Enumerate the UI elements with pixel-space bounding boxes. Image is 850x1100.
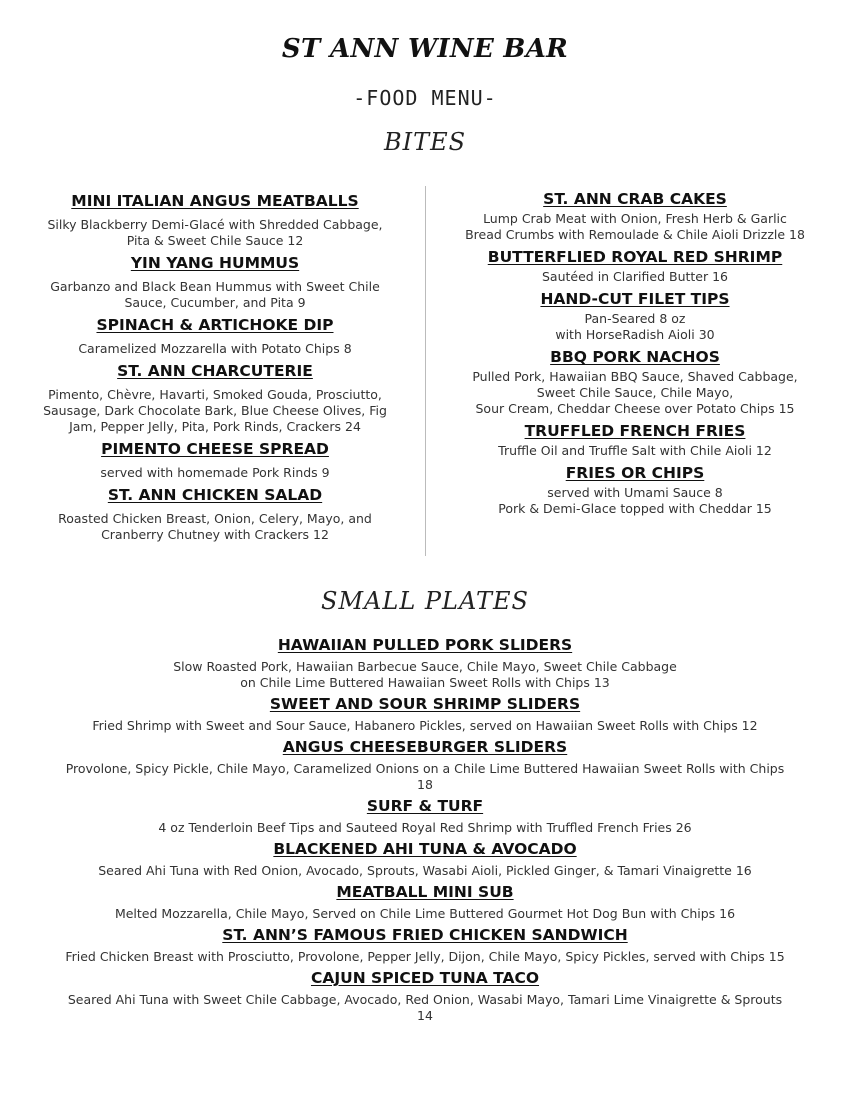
- menu-item: [25, 694, 825, 734]
- menu-item: [25, 361, 405, 435]
- item-description: Silky Blackberry Demi-Glacé with Shredded Cabbage, Pita & Sweet Chile Sauce 12: [47, 217, 383, 248]
- item-name: MEATBALL MINI SUB: [336, 883, 514, 901]
- item-description: served with Umami Sauce 8 Pork & Demi-Glace topped with Cheddar 15: [498, 485, 772, 516]
- section-title-bites: BITES: [383, 128, 467, 156]
- item-name: ANGUS CHEESEBURGER SLIDERS: [282, 738, 568, 756]
- item-name: BUTTERFLIED ROYAL RED SHRIMP: [487, 248, 783, 266]
- menu-item: [25, 253, 405, 311]
- item-description: Garbanzo and Black Bean Hummus with Sweet Chile Sauce, Cucumber, and Pita 9: [50, 279, 380, 310]
- item-name: MINI ITALIAN ANGUS MEATBALLS: [71, 192, 359, 210]
- section-title-small-plates: SMALL PLATES: [321, 587, 529, 615]
- item-description: Slow Roasted Pork, Hawaiian Barbecue Sauce, Chile Mayo, Sweet Chile Cabbage on Chile Lime Buttered Hawaiian Sweet Rolls with Chips 13: [173, 659, 677, 690]
- item-description: Roasted Chicken Breast, Onion, Celery, Mayo, and Cranberry Chutney with Crackers 12: [58, 511, 372, 542]
- item-name: FRIES OR CHIPS: [565, 464, 705, 482]
- item-description: Pulled Pork, Hawaiian BBQ Sauce, Shaved Cabbage, Sweet Chile Sauce, Chile Mayo, Sour Cream, Cheddar Cheese over Potato Chips 15: [472, 369, 798, 416]
- item-name: HAND-CUT FILET TIPS: [540, 290, 730, 308]
- item-name: YIN YANG HUMMUS: [130, 254, 300, 272]
- menu-item: [25, 968, 825, 1024]
- item-description: served with homemade Pork Rinds 9: [100, 465, 330, 480]
- menu-subtitle: -FOOD MENU-: [353, 86, 497, 110]
- menu-item: [25, 925, 825, 965]
- column-divider: [425, 186, 426, 556]
- small-plates-list: [25, 635, 825, 1027]
- menu-item: [25, 737, 825, 793]
- menu-item: [25, 485, 405, 543]
- menu-item: [440, 247, 830, 285]
- item-name: ST. ANN CHICKEN SALAD: [107, 486, 323, 504]
- item-description: Caramelized Mozzarella with Potato Chips 8: [78, 341, 352, 356]
- menu-item: [25, 635, 825, 691]
- item-description: Provolone, Spicy Pickle, Chile Mayo, Caramelized Onions on a Chile Lime Buttered Hawaiian Sweet Rolls with Chips 18: [65, 761, 785, 792]
- item-name: ST. ANN CRAB CAKES: [543, 190, 727, 208]
- menu-item: [25, 839, 825, 879]
- item-name: ST. ANN CHARCUTERIE: [117, 362, 313, 380]
- item-description: Fried Chicken Breast with Prosciutto, Provolone, Pepper Jelly, Dijon, Chile Mayo, Spicy Pickles, served with Chips 15: [65, 949, 785, 964]
- menu-item: [25, 796, 825, 836]
- item-name: SURF & TURF: [366, 797, 484, 815]
- menu-item: [440, 421, 830, 459]
- item-description: Seared Ahi Tuna with Red Onion, Avocado, Sprouts, Wasabi Aioli, Pickled Ginger, & Tamari Vinaigrette 16: [98, 863, 752, 878]
- item-name: SPINACH & ARTICHOKE DIP: [96, 316, 334, 334]
- menu-item: [25, 191, 405, 249]
- item-description: Lump Crab Meat with Onion, Fresh Herb & Garlic Bread Crumbs with Remoulade & Chile Aioli Drizzle 18: [465, 211, 805, 242]
- item-description: Sautéed in Clarified Butter 16: [541, 269, 729, 284]
- item-description: Seared Ahi Tuna with Sweet Chile Cabbage, Avocado, Red Onion, Wasabi Mayo, Tamari Lime Vinaigrette & Sprouts 14: [67, 992, 783, 1023]
- bites-left-column: [25, 187, 405, 547]
- menu-item: [440, 289, 830, 343]
- menu-item: [25, 882, 825, 922]
- item-name: ST. ANN’S FAMOUS FRIED CHICKEN SANDWICH: [222, 926, 628, 944]
- menu-item: [440, 463, 830, 517]
- item-description: Fried Shrimp with Sweet and Sour Sauce, Habanero Pickles, served on Hawaiian Sweet Rolls with Chips 12: [92, 718, 758, 733]
- item-name: TRUFFLED FRENCH FRIES: [524, 422, 746, 440]
- item-description: Melted Mozzarella, Chile Mayo, Served on Chile Lime Buttered Gourmet Hot Dog Bun with Chips 16: [114, 906, 736, 921]
- menu-item: [25, 315, 405, 357]
- item-description: 4 oz Tenderloin Beef Tips and Sauteed Royal Red Shrimp with Truffled French Fries 26: [158, 820, 692, 835]
- item-name: BLACKENED AHI TUNA & AVOCADO: [273, 840, 577, 858]
- menu-item: [25, 439, 405, 481]
- item-name: SWEET AND SOUR SHRIMP SLIDERS: [269, 695, 581, 713]
- menu-item: [440, 189, 830, 243]
- item-description: Pimento, Chèvre, Havarti, Smoked Gouda, Prosciutto, Sausage, Dark Chocolate Bark, Blue Cheese Olives, Fig Jam, Pepper Jelly, Pita, Pork Rinds, Crackers 24: [43, 387, 387, 434]
- page-title: ST ANN WINE BAR: [281, 34, 569, 64]
- item-name: PIMENTO CHEESE SPREAD: [101, 440, 329, 458]
- item-description: Pan-Seared 8 oz with HorseRadish Aioli 30: [555, 311, 715, 342]
- menu-item: [440, 347, 830, 417]
- item-name: HAWAIIAN PULLED PORK SLIDERS: [277, 636, 573, 654]
- item-name: BBQ PORK NACHOS: [550, 348, 720, 366]
- item-description: Truffle Oil and Truffle Salt with Chile Aioli 12: [498, 443, 772, 458]
- item-name: CAJUN SPICED TUNA TACO: [310, 969, 540, 987]
- bites-right-column: [440, 187, 830, 521]
